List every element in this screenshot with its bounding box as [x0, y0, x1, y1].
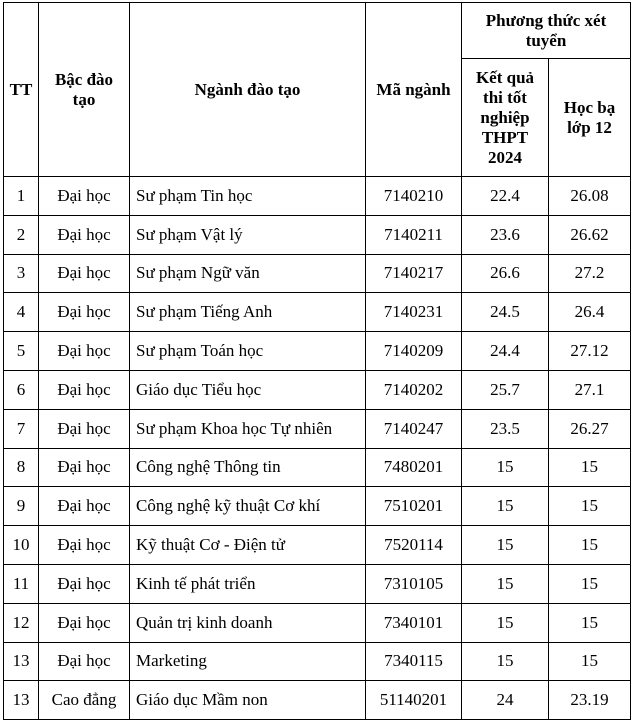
header-exam: Kết quả thi tốt nghiệp THPT 2024	[462, 59, 549, 177]
cell-level: Đại học	[39, 448, 130, 487]
cell-code: 7140209	[366, 332, 462, 371]
cell-transcript: 15	[549, 564, 631, 603]
header-tt: TT	[4, 3, 39, 177]
table-row	[4, 409, 631, 448]
cell-major: Sư phạm Tiếng Anh	[130, 293, 366, 332]
cell-code: 7520114	[366, 526, 462, 565]
table-header	[4, 3, 631, 177]
table-row	[4, 681, 631, 720]
cell-transcript: 15	[549, 487, 631, 526]
header-level: Bậc đào tạo	[39, 3, 130, 177]
cell-exam: 23.6	[462, 215, 549, 254]
cell-tt: 4	[4, 293, 39, 332]
cell-level: Đại học	[39, 177, 130, 216]
cell-tt: 6	[4, 370, 39, 409]
admission-scores-table	[3, 2, 631, 720]
cell-major: Công nghệ Thông tin	[130, 448, 366, 487]
cell-level: Đại học	[39, 370, 130, 409]
header-major: Ngành đào tạo	[130, 3, 366, 177]
cell-code: 7480201	[366, 448, 462, 487]
cell-major: Sư phạm Toán học	[130, 332, 366, 371]
cell-major: Sư phạm Khoa học Tự nhiên	[130, 409, 366, 448]
cell-major: Quản trị kinh doanh	[130, 603, 366, 642]
cell-code: 51140201	[366, 681, 462, 720]
cell-level: Đại học	[39, 487, 130, 526]
cell-exam: 24.4	[462, 332, 549, 371]
cell-code: 7310105	[366, 564, 462, 603]
table-row	[4, 487, 631, 526]
cell-exam: 15	[462, 526, 549, 565]
cell-level: Đại học	[39, 564, 130, 603]
cell-transcript: 27.1	[549, 370, 631, 409]
cell-code: 7340115	[366, 642, 462, 681]
cell-exam: 15	[462, 564, 549, 603]
table-row	[4, 370, 631, 409]
cell-major: Sư phạm Ngữ văn	[130, 254, 366, 293]
cell-code: 7140210	[366, 177, 462, 216]
cell-exam: 15	[462, 448, 549, 487]
cell-tt: 11	[4, 564, 39, 603]
cell-exam: 23.5	[462, 409, 549, 448]
cell-level: Đại học	[39, 332, 130, 371]
cell-tt: 9	[4, 487, 39, 526]
cell-level: Đại học	[39, 526, 130, 565]
table-row	[4, 177, 631, 216]
cell-exam: 26.6	[462, 254, 549, 293]
table-row	[4, 332, 631, 371]
cell-level: Đại học	[39, 254, 130, 293]
cell-transcript: 23.19	[549, 681, 631, 720]
cell-tt: 12	[4, 603, 39, 642]
header-transcript: Học bạ lớp 12	[549, 59, 631, 177]
cell-tt: 1	[4, 177, 39, 216]
cell-level: Đại học	[39, 642, 130, 681]
cell-level: Đại học	[39, 603, 130, 642]
table-row	[4, 254, 631, 293]
cell-major: Sư phạm Vật lý	[130, 215, 366, 254]
cell-code: 7140217	[366, 254, 462, 293]
cell-major: Sư phạm Tin học	[130, 177, 366, 216]
cell-level: Đại học	[39, 215, 130, 254]
header-code: Mã ngành	[366, 3, 462, 177]
cell-level: Đại học	[39, 293, 130, 332]
cell-code: 7140211	[366, 215, 462, 254]
cell-tt: 7	[4, 409, 39, 448]
cell-exam: 15	[462, 603, 549, 642]
header-method-group: Phương thức xét tuyển	[462, 3, 631, 59]
cell-major: Kỹ thuật Cơ - Điện tử	[130, 526, 366, 565]
cell-exam: 15	[462, 487, 549, 526]
cell-major: Kinh tế phát triển	[130, 564, 366, 603]
cell-tt: 13	[4, 681, 39, 720]
cell-tt: 3	[4, 254, 39, 293]
cell-exam: 25.7	[462, 370, 549, 409]
table-row	[4, 448, 631, 487]
cell-major: Marketing	[130, 642, 366, 681]
cell-exam: 15	[462, 642, 549, 681]
cell-transcript: 27.2	[549, 254, 631, 293]
cell-level: Cao đẳng	[39, 681, 130, 720]
cell-transcript: 15	[549, 603, 631, 642]
cell-tt: 5	[4, 332, 39, 371]
cell-tt: 13	[4, 642, 39, 681]
cell-transcript: 15	[549, 448, 631, 487]
cell-level: Đại học	[39, 409, 130, 448]
cell-code: 7140202	[366, 370, 462, 409]
cell-tt: 8	[4, 448, 39, 487]
cell-transcript: 15	[549, 642, 631, 681]
cell-transcript: 26.08	[549, 177, 631, 216]
table-row	[4, 526, 631, 565]
cell-tt: 10	[4, 526, 39, 565]
table-row	[4, 642, 631, 681]
cell-code: 7140247	[366, 409, 462, 448]
cell-transcript: 26.62	[549, 215, 631, 254]
cell-major: Giáo dục Mầm non	[130, 681, 366, 720]
cell-transcript: 26.27	[549, 409, 631, 448]
table-row	[4, 564, 631, 603]
cell-tt: 2	[4, 215, 39, 254]
cell-transcript: 15	[549, 526, 631, 565]
cell-exam: 22.4	[462, 177, 549, 216]
cell-exam: 24	[462, 681, 549, 720]
table-row	[4, 603, 631, 642]
table-row	[4, 215, 631, 254]
cell-code: 7510201	[366, 487, 462, 526]
cell-code: 7140231	[366, 293, 462, 332]
cell-transcript: 27.12	[549, 332, 631, 371]
cell-major: Công nghệ kỹ thuật Cơ khí	[130, 487, 366, 526]
cell-transcript: 26.4	[549, 293, 631, 332]
cell-exam: 24.5	[462, 293, 549, 332]
cell-code: 7340101	[366, 603, 462, 642]
table-row	[4, 293, 631, 332]
table-body	[4, 177, 631, 720]
cell-major: Giáo dục Tiểu học	[130, 370, 366, 409]
